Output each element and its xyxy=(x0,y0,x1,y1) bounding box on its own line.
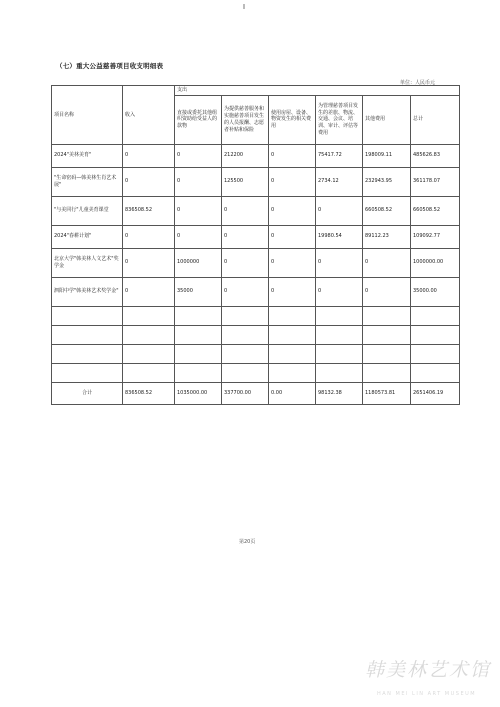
total-management: 98132.38 xyxy=(316,382,363,404)
total-other: 1180573.81 xyxy=(363,382,411,404)
table-row xyxy=(52,248,460,277)
property-cell: 0 xyxy=(269,144,316,167)
direct-cell: 35000 xyxy=(175,277,222,306)
other-cell: 198009.11 xyxy=(363,144,411,167)
total-cell: 1000000.00 xyxy=(411,248,460,277)
income-cell: 0 xyxy=(123,167,175,196)
service-cell: 125500 xyxy=(222,167,269,196)
management-cell: 19980.54 xyxy=(316,225,363,248)
direct-cell: 1000000 xyxy=(175,248,222,277)
management-cell: 0 xyxy=(316,196,363,225)
property-cell: 0 xyxy=(269,248,316,277)
header-total: 总计 xyxy=(411,95,460,144)
header-income: 收入 xyxy=(123,86,175,145)
project-name: "与美同行"儿童美育课堂 xyxy=(52,196,123,225)
header-management-costs: 为管理慈善项目发生的差旅、物流、交通、会议、培训、审计、评估等费用 xyxy=(316,95,363,144)
management-cell: 2734.12 xyxy=(316,167,363,196)
page-number: 第20页 xyxy=(239,539,256,545)
total-cell: 485626.83 xyxy=(411,144,460,167)
header-other-costs: 其他费用 xyxy=(363,95,411,144)
other-cell: 232943.95 xyxy=(363,167,411,196)
service-cell: 0 xyxy=(222,196,269,225)
project-income-expense-table xyxy=(51,85,460,405)
direct-cell: 0 xyxy=(175,225,222,248)
unit-label: 单位：人民币元 xyxy=(400,80,436,86)
income-cell: 0 xyxy=(123,225,175,248)
watermark-cn-text: 韩美林艺术馆 xyxy=(365,659,492,681)
header-expense: 支出 xyxy=(175,86,460,96)
income-cell: 0 xyxy=(123,248,175,277)
total-cell: 109092.77 xyxy=(411,225,460,248)
empty-row xyxy=(52,325,460,344)
watermark-en-text: HAN MEI LIN ART MUSEUM xyxy=(377,691,477,697)
management-cell: 0 xyxy=(316,248,363,277)
table-row xyxy=(52,277,460,306)
service-cell: 212200 xyxy=(222,144,269,167)
header-service-costs: 为提供慈善服务和实施慈善项目发生的人员报酬、志愿者补贴和保险 xyxy=(222,95,269,144)
total-label: 合计 xyxy=(52,382,123,404)
project-name: 2024"春耕计划" xyxy=(52,225,123,248)
property-cell: 0 xyxy=(269,277,316,306)
other-cell: 89112.23 xyxy=(363,225,411,248)
service-cell: 0 xyxy=(222,248,269,277)
other-cell: 660508.52 xyxy=(363,196,411,225)
project-name: 泗阳中学"韩美林艺术奖学金" xyxy=(52,277,123,306)
service-cell: 0 xyxy=(222,225,269,248)
property-cell: 0 xyxy=(269,167,316,196)
total-cell: 361178.07 xyxy=(411,167,460,196)
total-income: 836508.52 xyxy=(123,382,175,404)
other-cell: 0 xyxy=(363,248,411,277)
direct-cell: 0 xyxy=(175,167,222,196)
property-cell: 0 xyxy=(269,196,316,225)
table-row xyxy=(52,144,460,167)
museum-watermark xyxy=(365,655,493,705)
empty-row xyxy=(52,344,460,363)
service-cell: 0 xyxy=(222,277,269,306)
project-name: "生命密码—韩美林生肖艺术展" xyxy=(52,167,123,196)
income-cell: 0 xyxy=(123,277,175,306)
total-service: 337700.00 xyxy=(222,382,269,404)
total-row xyxy=(52,382,460,404)
other-cell: 0 xyxy=(363,277,411,306)
total-property: 0.00 xyxy=(269,382,316,404)
project-name: 2024"美林美育" xyxy=(52,144,123,167)
total-cell: 35000.00 xyxy=(411,277,460,306)
scan-mark xyxy=(243,4,245,9)
direct-cell: 0 xyxy=(175,144,222,167)
empty-row xyxy=(52,306,460,325)
table-row xyxy=(52,225,460,248)
header-project-name: 项目名称 xyxy=(52,86,123,145)
management-cell: 0 xyxy=(316,277,363,306)
total-cell: 660508.52 xyxy=(411,196,460,225)
direct-cell: 0 xyxy=(175,196,222,225)
property-cell: 0 xyxy=(269,225,316,248)
total-grand: 2651406.19 xyxy=(411,382,460,404)
table-row xyxy=(52,196,460,225)
header-direct-grants: 直接或委托其他组织资助给受益人的款物 xyxy=(175,95,222,144)
header-property-costs: 使用房屋、设备、物资发生的相关费用 xyxy=(269,95,316,144)
table-row xyxy=(52,167,460,196)
income-cell: 836508.52 xyxy=(123,196,175,225)
section-title: （七）重大公益慈善项目收支明细表 xyxy=(56,62,164,70)
income-cell: 0 xyxy=(123,144,175,167)
project-name: 北京大学"韩美林人文艺术"奖学金 xyxy=(52,248,123,277)
empty-row xyxy=(52,363,460,382)
total-direct: 1035000.00 xyxy=(175,382,222,404)
management-cell: 75417.72 xyxy=(316,144,363,167)
